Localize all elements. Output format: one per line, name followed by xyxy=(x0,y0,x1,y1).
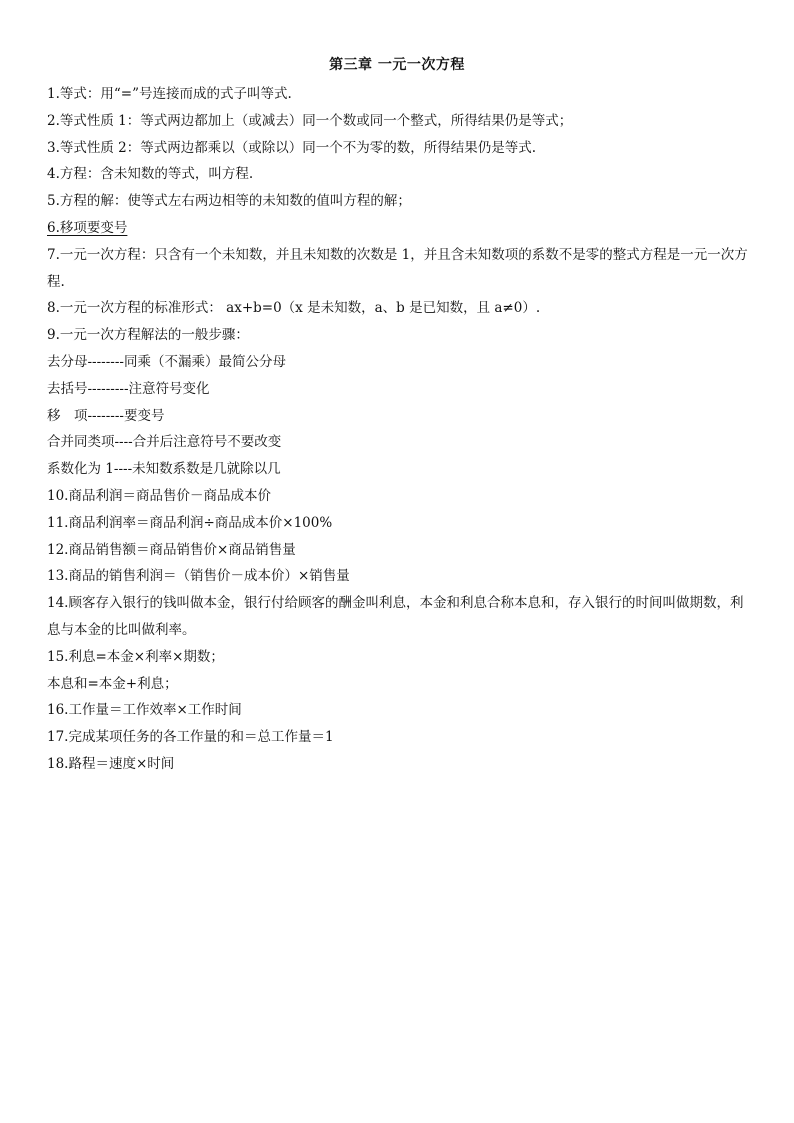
item-sales-amount: 12.商品销售额＝商品销售价×商品销售量 xyxy=(47,541,296,558)
item-sales-profit: 13.商品的销售利润＝（销售价－成本价）×销售量 xyxy=(47,568,350,585)
step-combine-like-terms: 合并同类项----合并后注意符号不要改变 xyxy=(47,434,282,451)
chapter-title: 第三章 一元一次方程 xyxy=(329,57,465,73)
step-remove-denominators: 去分母--------同乘（不漏乘）最简公分母 xyxy=(47,353,286,370)
item-equation-solution: 5.方程的解：使等式左右两边相等的未知数的值叫方程的解； xyxy=(47,193,411,210)
document-body xyxy=(47,81,752,778)
step-remove-brackets: 去括号---------注意符号变化 xyxy=(47,380,210,397)
item-distance: 18.路程＝速度×时间 xyxy=(47,755,175,772)
item-equality-property-1: 2.等式性质 1：等式两边都加上（或减去）同一个数或同一个整式，所得结果仍是等式； xyxy=(47,112,573,129)
item-bank-interest-definitions: 14.顾客存入银行的钱叫做本金，银行付给顾客的酬金叫利息，本金和利息合称本息和，存入银行的时间叫做期数，利息与本金的比叫做利率。 xyxy=(47,595,744,638)
item-solving-steps-heading: 9.一元一次方程解法的一般步骤： xyxy=(47,327,249,344)
item-transposition xyxy=(47,215,752,242)
item-profit: 10.商品利润＝商品售价－商品成本价 xyxy=(47,487,271,504)
transposition-underlined-text: 6.移项要变号 xyxy=(47,219,128,236)
item-interest-formula: 15.利息=本金×利率×期数； xyxy=(47,648,224,665)
item-equality-property-2: 3.等式性质 2：等式两边都乘以（或除以）同一个不为零的数，所得结果仍是等式. xyxy=(47,139,537,156)
step-coefficient-to-one: 系数化为 1----未知数系数是几就除以几 xyxy=(47,461,281,478)
step-transpose: 移 项--------要变号 xyxy=(47,407,165,424)
item-profit-rate: 11.商品利润率＝商品利润÷商品成本价×100% xyxy=(47,514,333,531)
item-equation: 4.方程：含未知数的等式，叫方程. xyxy=(47,166,254,183)
item-linear-equation-definition: 7.一元一次方程：只含有一个未知数，并且未知数的次数是 1，并且含未知数项的系数不是零的整式方程是一元一次方程. xyxy=(47,246,748,290)
item-principal-interest-sum: 本息和=本金+利息； xyxy=(47,675,178,692)
item-work-amount: 16.工作量＝工作效率×工作时间 xyxy=(47,702,242,719)
item-total-work: 17.完成某项任务的各工作量的和＝总工作量＝1 xyxy=(47,729,334,746)
item-standard-form: 8.一元一次方程的标准形式： ax+b=0（x 是未知数，a、b 是已知数，且 a≠0）. xyxy=(47,300,541,317)
item-equation-definition: 1.等式：用“=”号连接而成的式子叫等式. xyxy=(47,86,292,102)
